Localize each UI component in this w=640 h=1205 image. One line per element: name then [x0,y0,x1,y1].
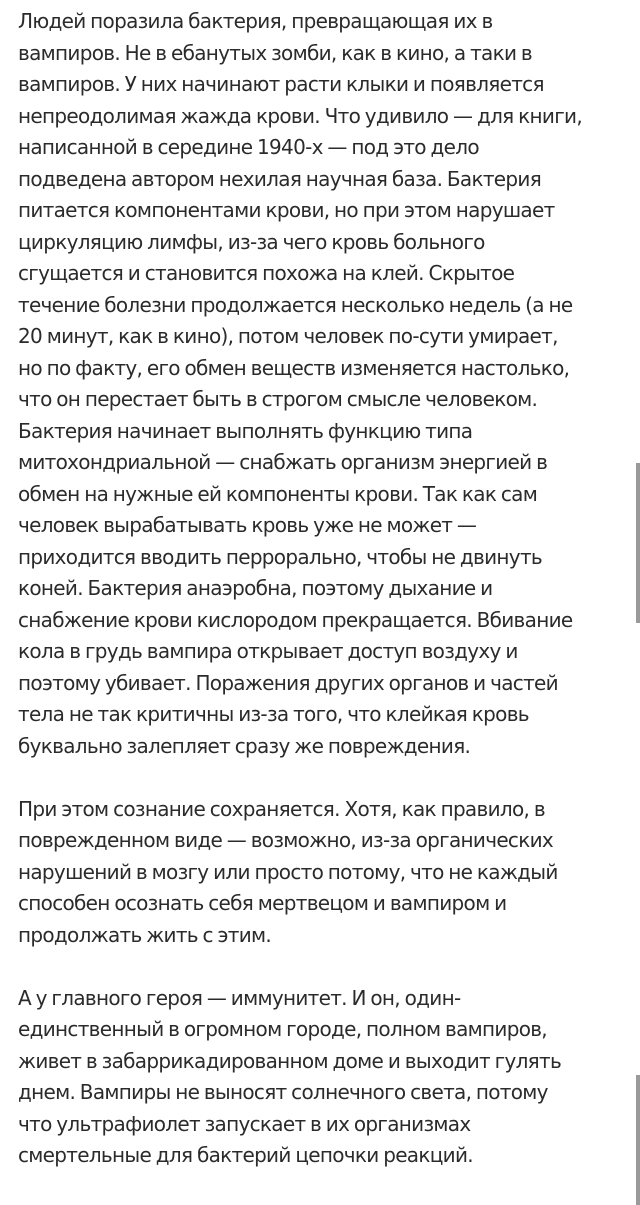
text-line: Людей поразила бактерия, превращающая их в [18,9,493,33]
text-line: тела не так критичны из-за того, что клейкая кровь [18,702,529,726]
text-line: поврежденном виде — возможно, из-за органических [18,828,554,852]
text-line: продолжать жить с этим. [18,922,272,947]
text-line: нарушений в мозгу или просто потому, что не каждый [18,859,558,884]
text-line: Бактерия начинает выполнять функцию типа [18,418,473,443]
text-line: течение болезни продолжается несколько недель (а не [18,292,573,317]
text-line: При этом сознание сохраняется. Хотя, как правило, в [18,796,545,821]
paragraph-spacer [18,951,626,983]
text-line: питается компонентами крови, но при этом нарушает [18,198,555,222]
text-line: митохондриальной — снабжать организм энергией в [18,450,548,474]
text-line: но по факту, его обмен веществ изменяется настолько, [18,355,570,380]
paragraph-spacer [18,762,626,794]
text-line: единственный в огромном городе, полном вампиров, [18,1017,547,1041]
text-line: 20 минут, как в кино), потом человек по-сути умирает, [18,324,558,348]
scroll-marker[interactable] [636,463,640,623]
text-line: способен осознать себя мертвецом и вампиром и [18,891,507,915]
text-line: буквально залепляет сразу же повреждения. [18,733,471,758]
text-line: что он перестает быть в строгом смысле человеком. [18,387,538,411]
paragraph-3 [18,983,626,1172]
text-line: вампиров. Не в ебанутых зомби, как в кино, а таки в [18,40,532,65]
text-line: днем. Вампиры не выносят солнечного света, потому [18,1080,548,1104]
text-line: смертельные для бактерий цепочки реакций. [18,1143,473,1167]
text-line: обмен на нужные ей компоненты крови. Так как сам [18,481,538,506]
article-text [18,6,626,1172]
text-line: человек вырабатывать кровь уже не может — [18,513,477,537]
text-line: приходится вводить перрорально, чтобы не двинуть [18,544,542,569]
scroll-marker[interactable] [636,1075,640,1205]
text-line: коней. Бактерия анаэробна, поэтому дыхание и [18,576,493,600]
text-line: снабжение крови кислородом прекращается. Вбивание [18,607,573,632]
text-line: подведена автором нехилая научная база. Бактерия [18,166,542,191]
paragraph-2 [18,794,626,952]
text-line: написанной в середине 1940-х — под это дело [18,135,479,159]
text-line: что ультрафиолет запускает в их организмах [18,1111,471,1136]
text-line: циркуляцию лимфы, из-за чего кровь больного [18,229,485,254]
text-line: А у главного героя — иммунитет. И он, один- [18,985,461,1010]
text-line: живет в забаррикадированном доме и выходит гулять [18,1048,562,1073]
paragraph-1 [18,6,626,762]
text-line: непреодолимая жажда крови. Что удивило — для книги, [18,103,582,128]
text-line: вампиров. У них начинают расти клыки и появляется [18,72,544,96]
text-line: кола в грудь вампира открывает доступ воздуху и [18,639,518,663]
text-line: сгущается и становится похожа на клей. Скрытое [18,261,515,285]
text-line: поэтому убивает. Поражения других органов и частей [18,670,558,695]
